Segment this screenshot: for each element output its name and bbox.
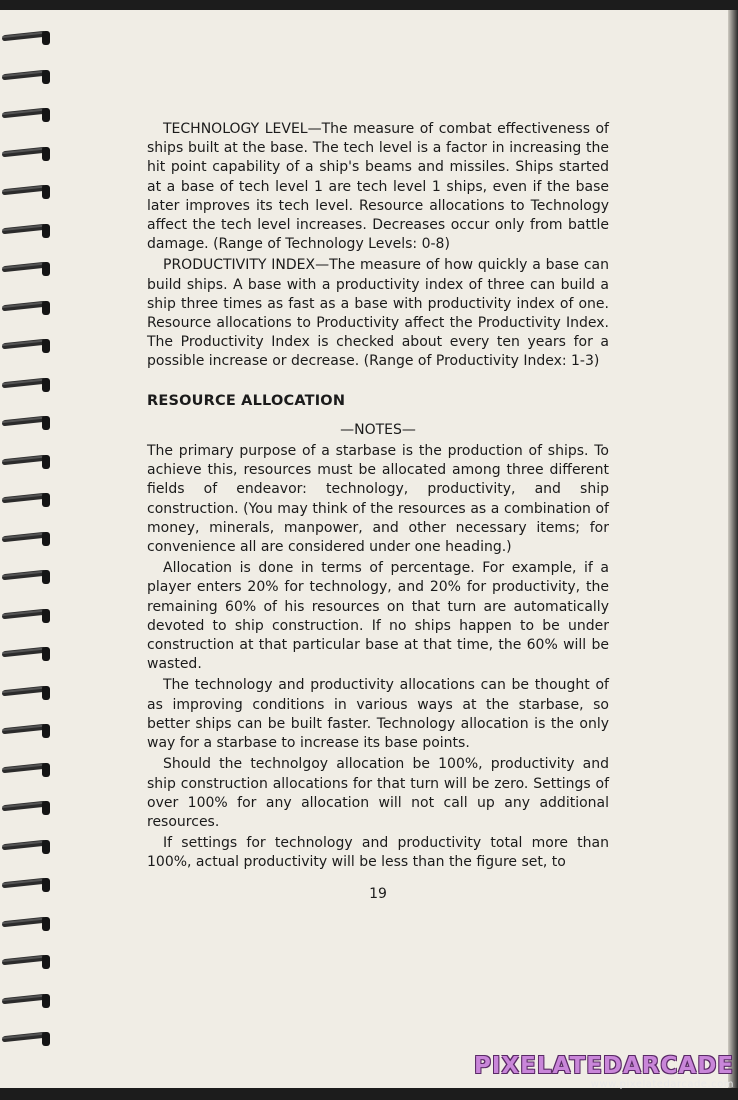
binding-ring [2,877,50,893]
binding-ring [2,723,50,739]
binding-ring [2,685,50,701]
paragraph-settings-over-100: If settings for technology and productivity total more than 100%, actual productivity will be less than the figure set, to [147,835,609,871]
binding-ring [2,30,50,46]
binding-ring [2,1031,50,1047]
paragraph-allocation-percentage: Allocation is done in terms of percentage. For example, if a player enters 20% for technology, and 20% for productivity, the remaining 60% of his resources on that turn are automatically devoted to ship construction. If no ships happen to be under construction at that particular base at that time, the 60% will be wasted. [147,560,609,673]
binding-ring [2,338,50,354]
paragraph-technology-level: TECHNOLOGY LEVEL—The measure of combat effectiveness of ships built at the base. The tech level is a factor in increasing the hit point capability of a ship's beams and missiles. Ships started at a base of tech level 1 are tech level 1 ships, even if the base later improves its tech level. Resource allocations to Technology affect the tech level increases. Decreases occur only from battle damage. (Range of Technology Levels: 0-8) [147,121,609,253]
page-text-block [147,120,609,904]
paragraph-primary-purpose: The primary purpose of a starbase is the production of ships. To achieve this, resources must be allocated among three different fields of endeavor: technology, productivity, and ship construction. (You may think of the resources as a combination of money, minerals, manpower, and other necessary items; for convenience all are considered under one heading.) [147,443,609,556]
binding-ring [2,993,50,1009]
binding-ring [2,839,50,855]
binding-ring [2,531,50,547]
binding-ring [2,377,50,393]
binding-ring [2,492,50,508]
binding-ring [2,762,50,778]
binding-ring [2,800,50,816]
binding-ring [2,608,50,624]
spiral-binding [0,30,52,1070]
watermark-title: PIXELATEDARCADE [473,1053,734,1079]
binding-ring [2,916,50,932]
binding-ring [2,107,50,123]
binding-ring [2,69,50,85]
binding-ring [2,261,50,277]
binding-ring [2,415,50,431]
paragraph-tech-productivity-allocations: The technology and productivity allocations can be thought of as improving conditions in various ways at the starbase, so better ships can be built faster. Technology allocation is the only way for a starbase to increase its base points. [147,677,609,752]
watermark-url: www.pixelatedarcade.com [590,1079,734,1090]
binding-ring [2,569,50,585]
binding-ring [2,646,50,662]
watermark [474,1054,734,1090]
binding-ring [2,184,50,200]
binding-ring [2,146,50,162]
notes-label: —NOTES— [340,421,416,438]
paragraph-productivity-index: PRODUCTIVITY INDEX—The measure of how quickly a base can build ships. A base with a productivity index of three can build a ship three times as fast as a base with productivity index of one. Resource allocations to Productivity affect the Productivity Index. The Productivity Index is checked about every ten years for a possible increase or decrease. (Range of Productivity Index: 1-3) [147,257,609,370]
binding-ring [2,300,50,316]
paragraph-technology-100-percent: Should the technolgoy allocation be 100%, productivity and ship construction allocations for that turn will be zero. Settings of over 100% for any allocation will not call up any additional resources. [147,756,609,830]
page-edge-shadow [728,10,738,1088]
binding-ring [2,223,50,239]
page-number: 19 [369,885,387,902]
binding-ring [2,954,50,970]
binding-ring [2,454,50,470]
section-heading: RESOURCE ALLOCATION [147,392,346,409]
